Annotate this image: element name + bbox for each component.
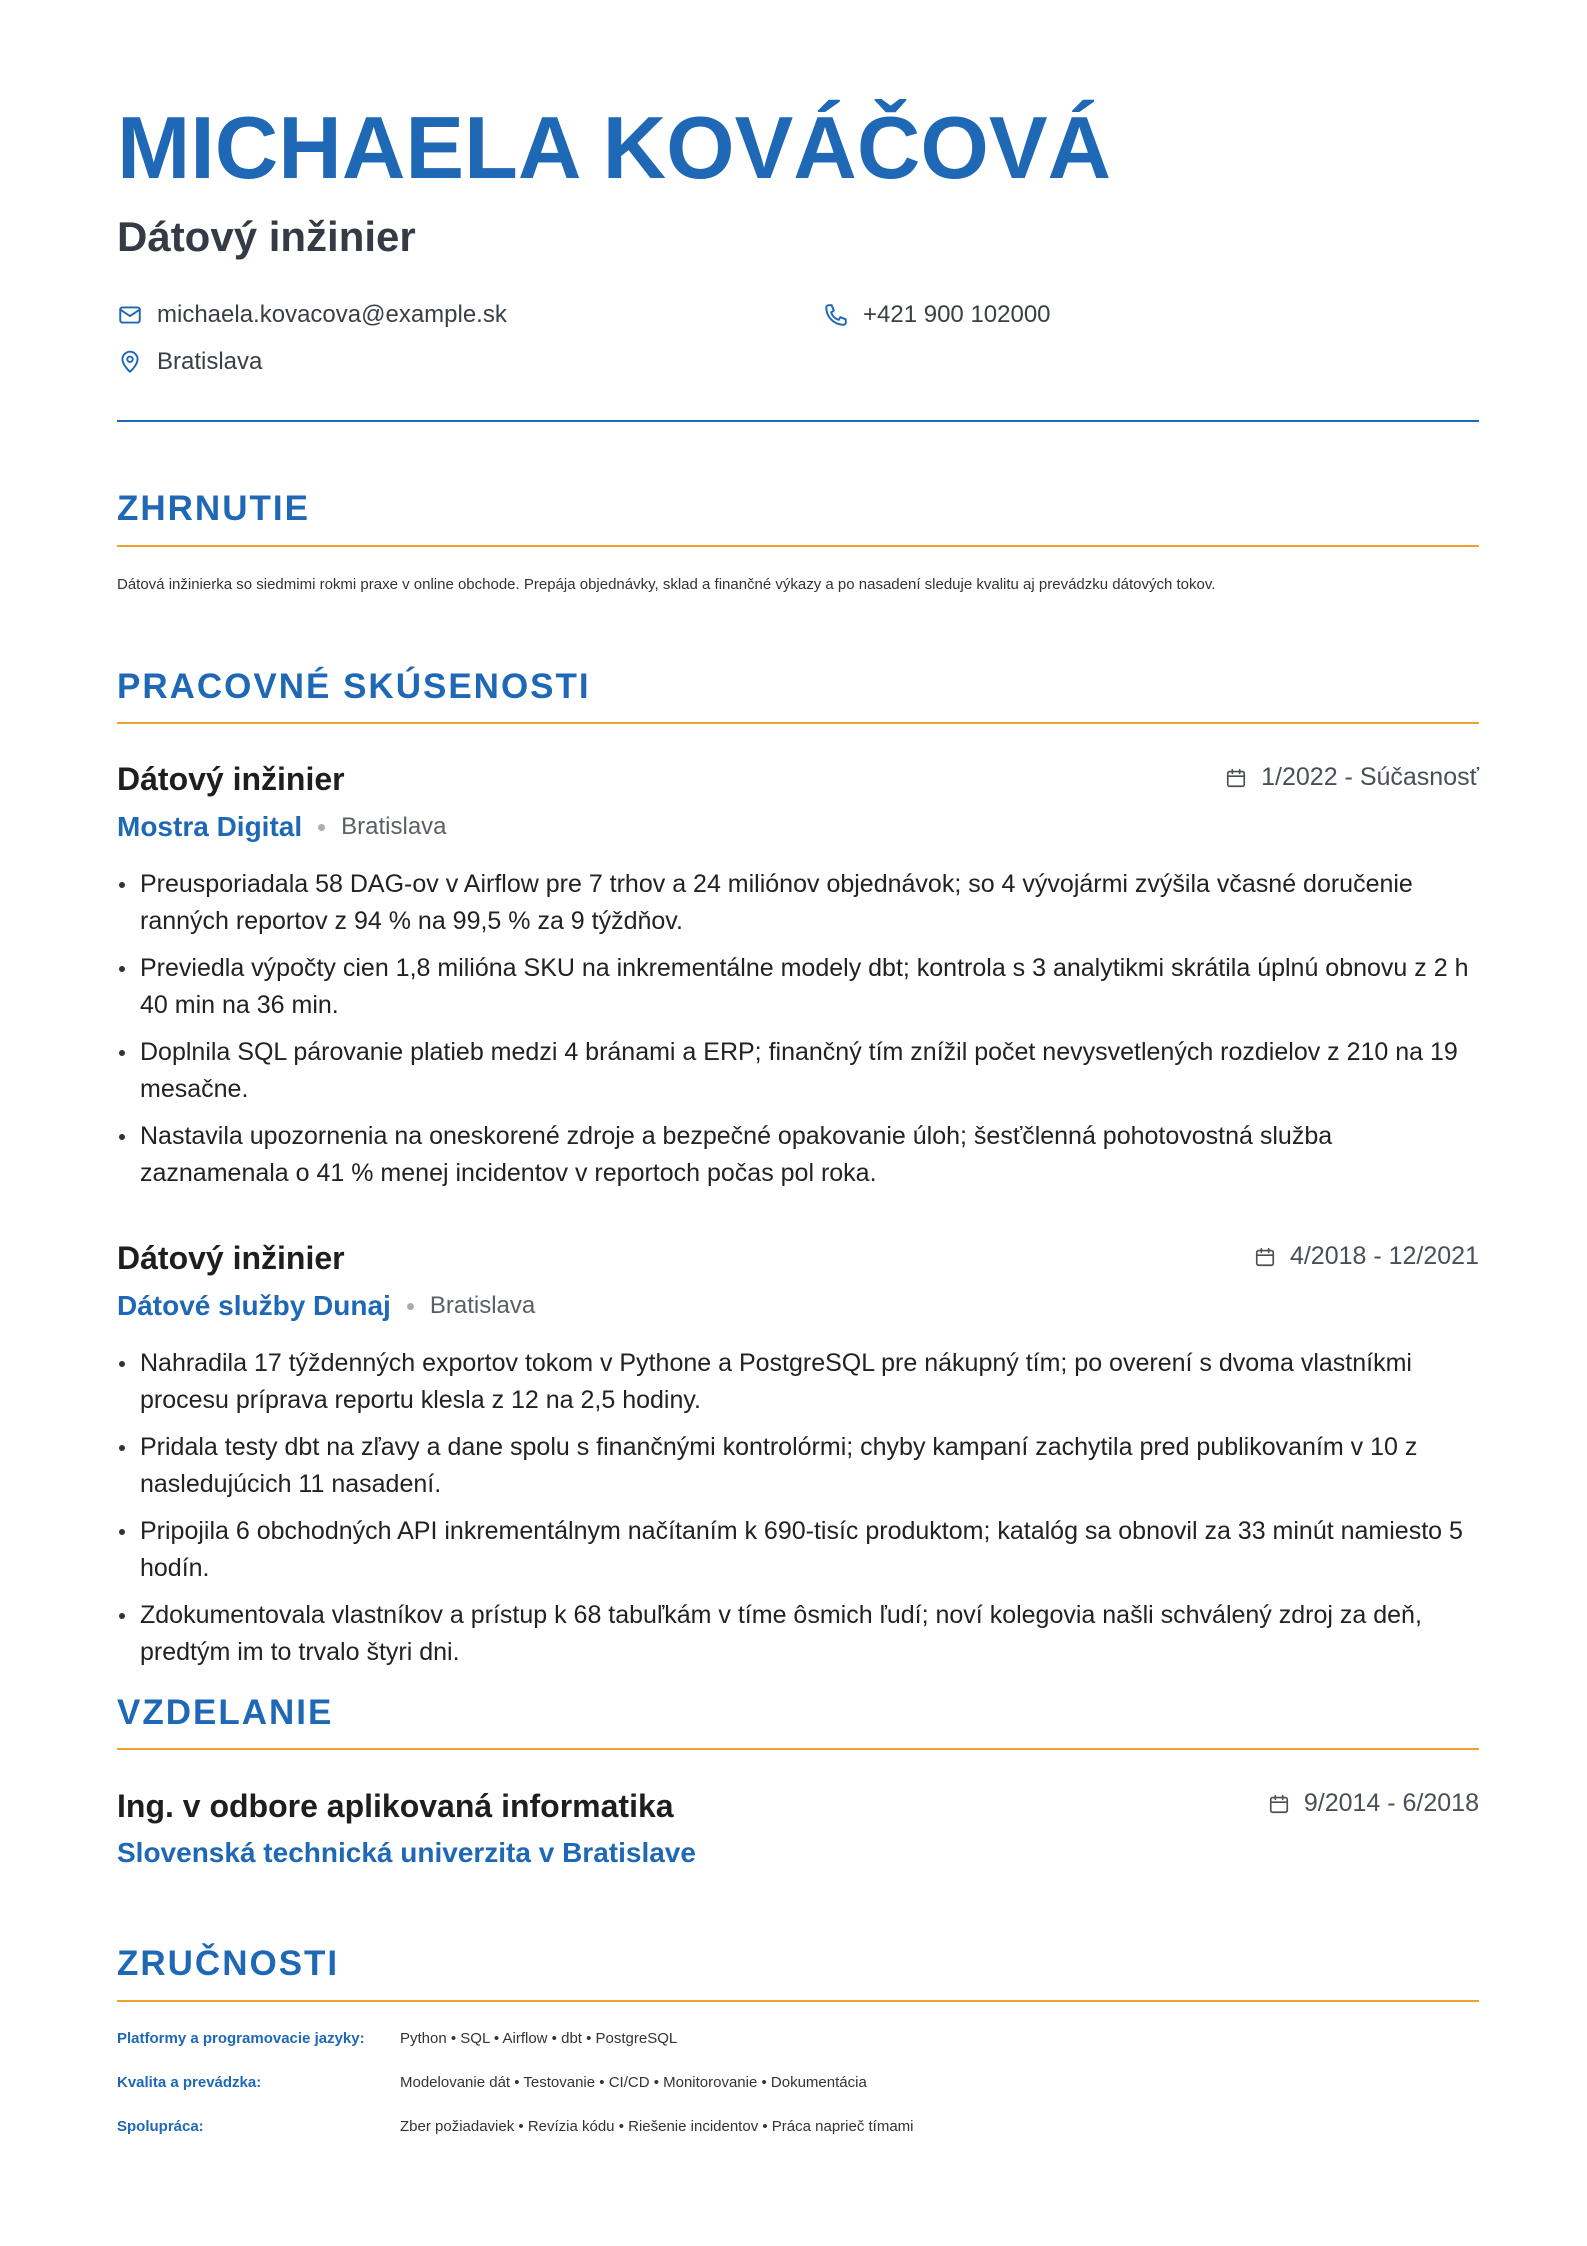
job-title: Dátový inžinier: [117, 761, 345, 797]
job-bullet: Previedla výpočty cien 1,8 milióna SKU na inkrementálne modely dbt; kontrola s 3 analytikmi skrátila úplnú obnovu z 2 h 40 min na 36 min.: [117, 950, 1479, 1024]
education-school: Slovenská technická univerzita v Bratislave: [117, 1837, 696, 1868]
job-dates: [1225, 765, 1479, 790]
job-dates-text: 4/2018 - 12/2021: [1289, 1242, 1479, 1270]
section-title-skills: ZRUČNOSTI: [117, 1944, 340, 1983]
skill-category: Kvalita a prevádzka:: [117, 2074, 262, 2091]
job-bullet: Pripojila 6 obchodných API inkrementálnym načítaním k 690-tisíc produktom; katalóg sa obnovil za 33 minút namiesto 5 hodín.: [117, 1513, 1479, 1587]
section-divider: [117, 2000, 1479, 2002]
job-bullets: [117, 866, 1479, 1202]
skill-category: Spolupráca:: [117, 2118, 204, 2135]
job-bullet: Nastavila upozornenia na oneskorené zdroje a bezpečné opakovanie úloh; šesťčlenná pohotovostná služba zaznamenala o 41 % menej incidentov v reportoch počas pol roka.: [117, 1118, 1479, 1192]
header-divider: [117, 420, 1479, 422]
section-divider: [117, 722, 1479, 724]
contact-phone-text: +421 900 102000: [863, 301, 1051, 328]
skill-items: Modelovanie dát • Testovanie • CI/CD • Monitorovanie • Dokumentácia: [400, 2074, 867, 2091]
contact-location: [117, 349, 262, 375]
section-title-experience: PRACOVNÉ SKÚSENOSTI: [117, 667, 591, 706]
job-dates: [1254, 1244, 1479, 1269]
job-company-line: [117, 813, 447, 841]
section-divider: [117, 1748, 1479, 1750]
phone-icon: [823, 302, 849, 328]
skill-items: Python • SQL • Airflow • dbt • PostgreSQL: [400, 2030, 678, 2047]
skill-items: Zber požiadaviek • Revízia kódu • Riešenie incidentov • Práca naprieč tímami: [400, 2118, 914, 2135]
candidate-title: Dátový inžinier: [117, 213, 416, 260]
contact-email[interactable]: [117, 302, 507, 328]
calendar-icon: [1225, 767, 1247, 789]
summary-text: Dátová inžinierka so siedmimi rokmi praxe v online obchode. Prepája objednávky, sklad a finančné výkazy a po nasadení sleduje kvalitu aj prevádzku dátových tokov.: [117, 576, 1216, 593]
section-title-summary: ZHRNUTIE: [117, 489, 310, 528]
section-title-education: VZDELANIE: [117, 1693, 334, 1732]
contact-location-text: Bratislava: [157, 348, 263, 375]
job-bullet: Nahradila 17 týždenných exportov tokom v Pythone a PostgreSQL pre nákupný tím; po overení s dvoma vlastníkmi procesu príprava reportu klesla z 12 na 2,5 hodiny.: [117, 1345, 1479, 1419]
contact-phone[interactable]: [823, 302, 1051, 328]
job-title: Dátový inžinier: [117, 1240, 345, 1276]
company-name: Dátové služby Dunaj: [117, 1290, 391, 1321]
job-location: Bratislava: [341, 813, 447, 840]
job-company-line: [117, 1292, 535, 1320]
candidate-name: MICHAELA KOVÁČOVÁ: [117, 98, 1112, 197]
contact-email-text: michaela.kovacova@example.sk: [157, 301, 507, 328]
location-pin-icon: [117, 349, 143, 375]
skill-category: Platformy a programovacie jazyky:: [117, 2030, 365, 2047]
section-divider: [117, 545, 1479, 547]
job-bullets: [117, 1345, 1479, 1681]
job-bullet: Zdokumentovala vlastníkov a prístup k 68 tabuľkám v tíme ôsmich ľudí; noví kolegovia našli schválený zdroj za deň, predtým im to trvalo štyri dni.: [117, 1597, 1479, 1671]
education-degree: Ing. v odbore aplikovaná informatika: [117, 1788, 674, 1824]
education-dates-text: 9/2014 - 6/2018: [1303, 1789, 1479, 1817]
job-bullet: Pridala testy dbt na zľavy a dane spolu s finančnými kontrolórmi; chyby kampaní zachytila pred publikovaním v 10 z nasledujúcich 11 nasadení.: [117, 1429, 1479, 1503]
separator-dot: [318, 824, 325, 831]
education-dates: [1268, 1791, 1479, 1816]
mail-icon: [117, 302, 143, 328]
job-dates-text: 1/2022 - Súčasnosť: [1261, 763, 1479, 791]
calendar-icon: [1268, 1793, 1290, 1815]
company-name: Mostra Digital: [117, 811, 303, 842]
job-location: Bratislava: [429, 1292, 536, 1319]
calendar-icon: [1254, 1246, 1276, 1268]
separator-dot: [407, 1303, 414, 1310]
job-bullet: Preusporiadala 58 DAG-ov v Airflow pre 7 trhov a 24 miliónov objednávok; so 4 vývojármi zvýšila včasné doručenie ranných reportov z 94 % na 99,5 % za 9 týždňov.: [117, 866, 1479, 940]
job-bullet: Doplnila SQL párovanie platieb medzi 4 bránami a ERP; finančný tím znížil počet nevysvetlených rozdielov z 210 na 19 mesačne.: [117, 1034, 1479, 1108]
